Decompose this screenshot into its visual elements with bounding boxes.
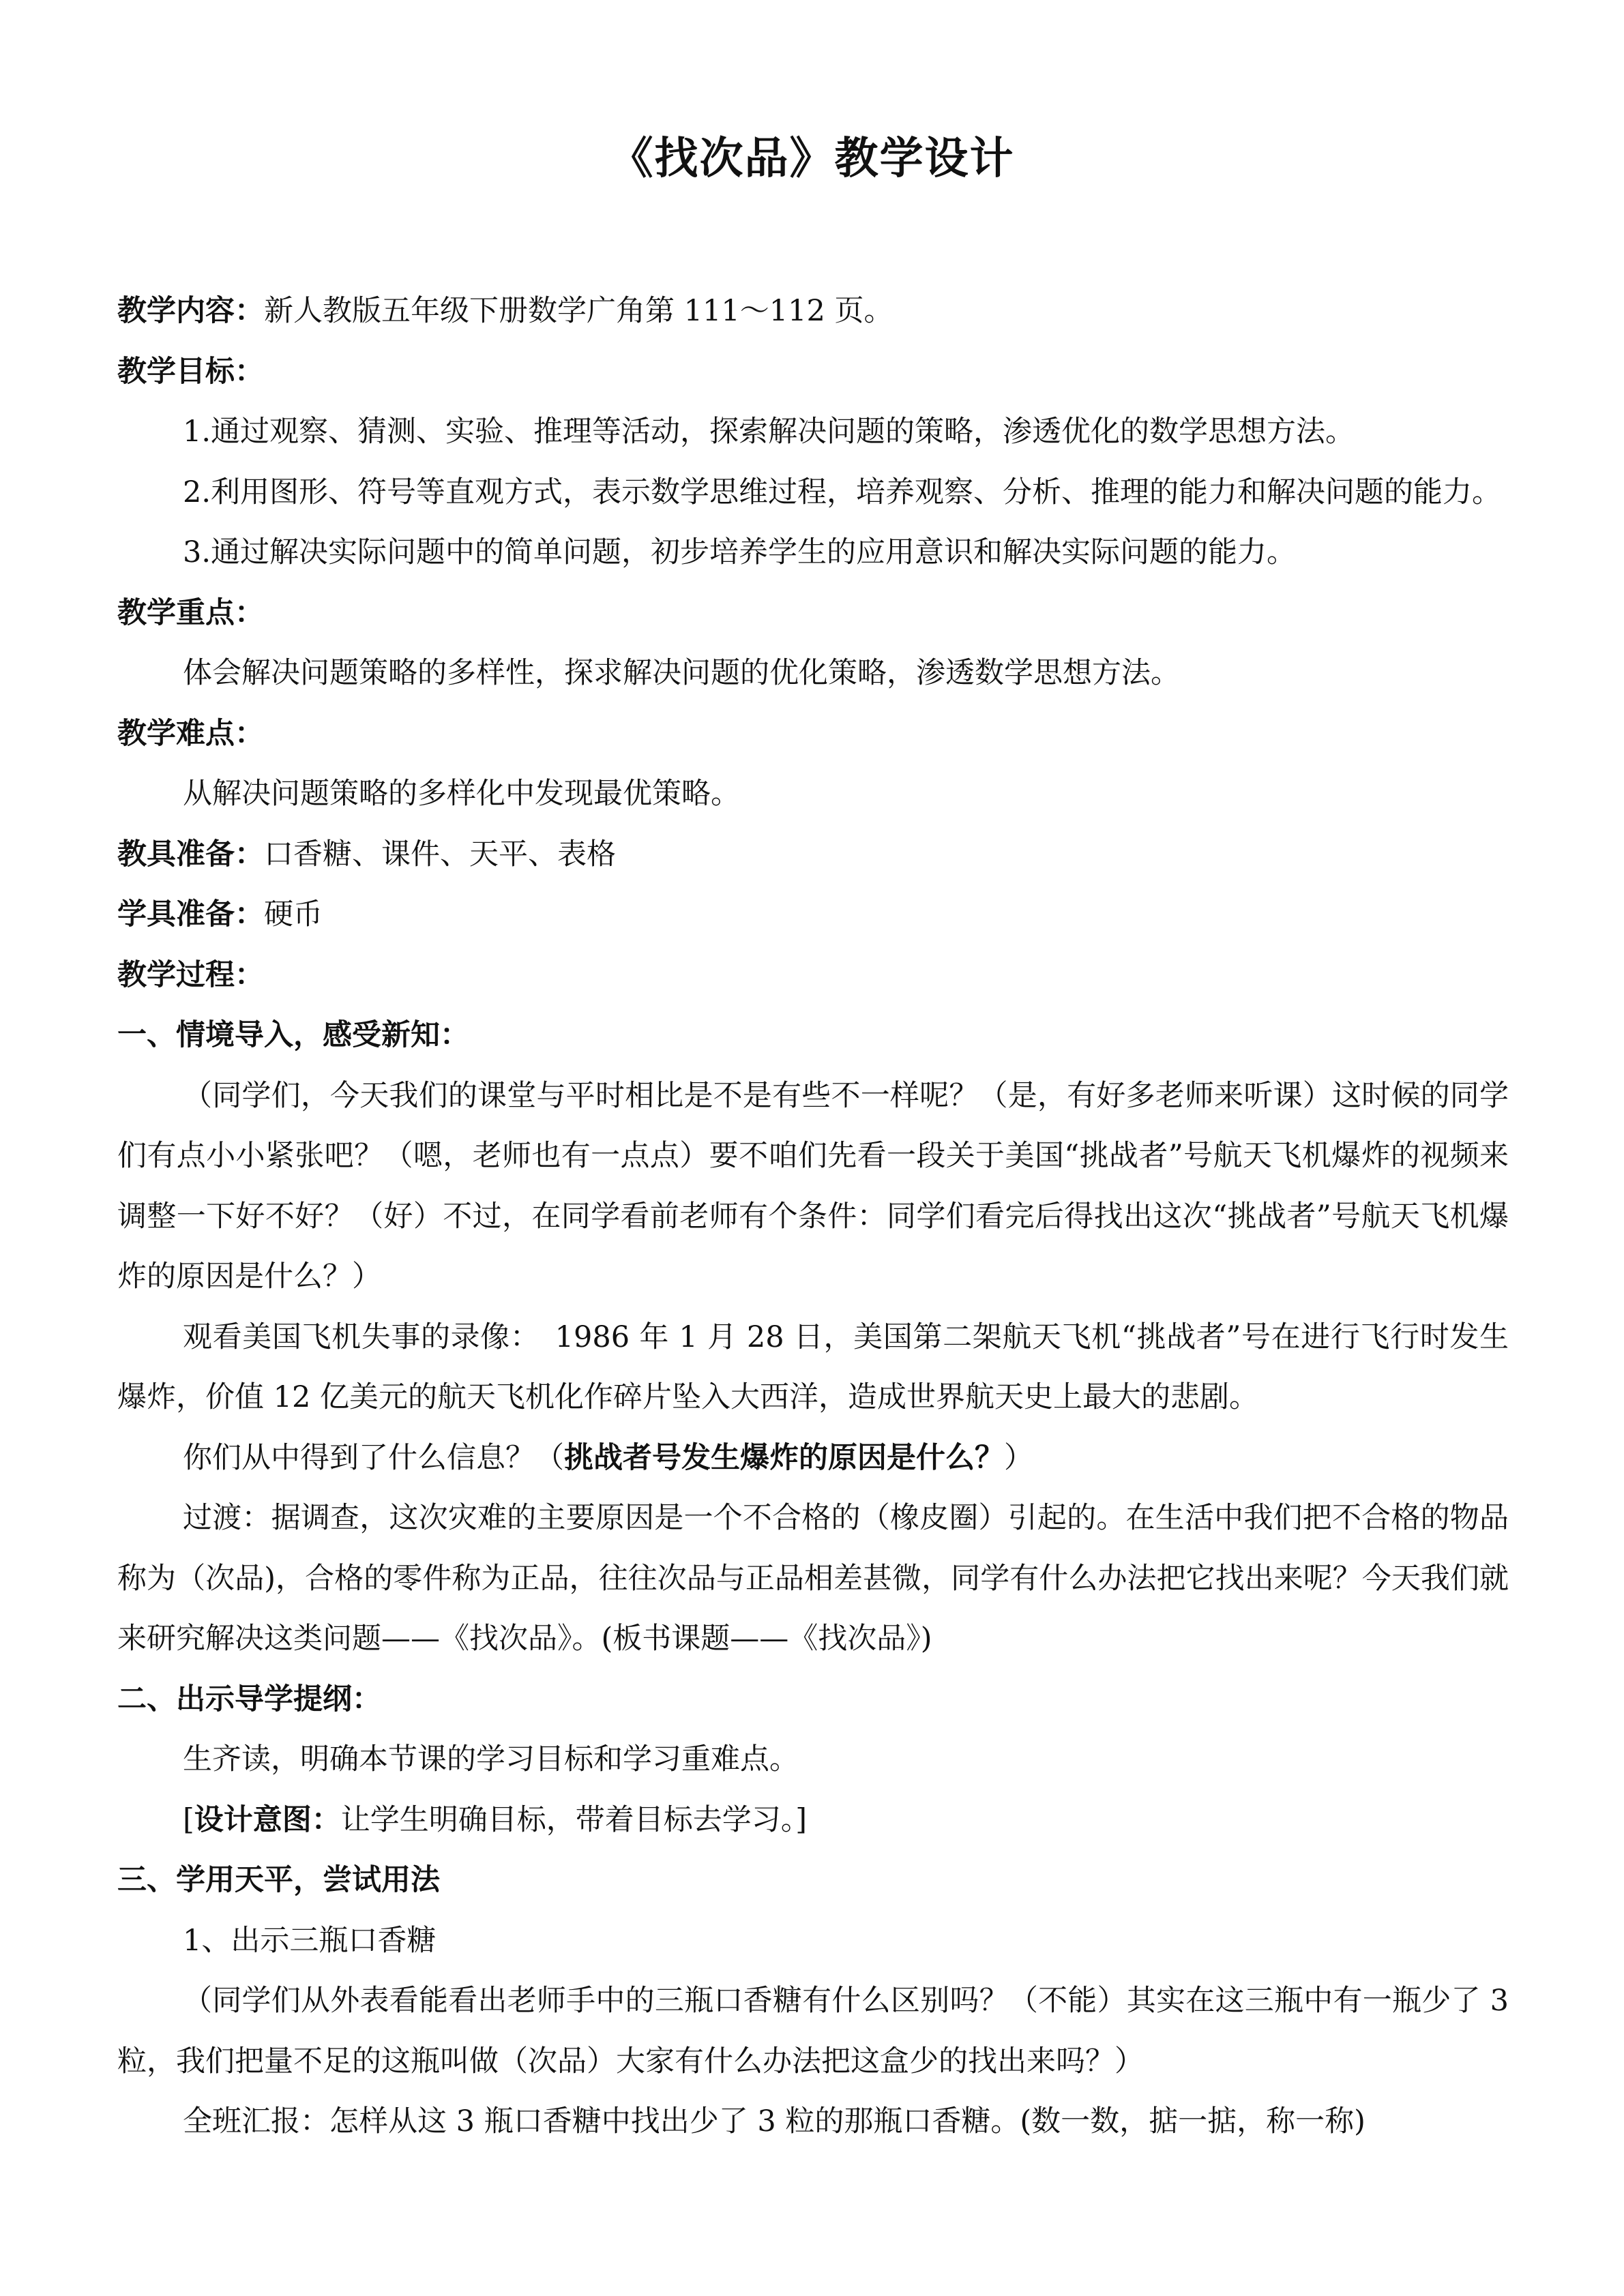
section3-paragraph-2: （同学们从外表看能看出老师手中的三瓶口香糖有什么区别吗？（不能）其实在这三瓶中有一瓶少了 3 粒，我们把量不足的这瓶叫做（次品）大家有什么办法把这盒少的找出来吗？） — [117, 1984, 1509, 2078]
content-line — [117, 281, 1509, 342]
section3-heading — [117, 1850, 1509, 1911]
section2-paragraph-1: 生齐读，明确本节课的学习目标和学习重难点。 — [183, 1742, 799, 1776]
section3-heading-text: 三、学用天平，尝试用法 — [117, 1863, 440, 1897]
section2-p2-rest: 让学生明确目标，带着目标去学习。] — [340, 1802, 808, 1837]
difficulties-text: 从解决问题策略的多样化中发现最优策略。 — [183, 777, 740, 811]
goals-heading — [117, 342, 1509, 402]
key-points-heading — [117, 583, 1509, 644]
content-text: 新人教版五年级下册数学广角第 111～112 页。 — [264, 294, 894, 328]
content-label: 教学内容： — [117, 294, 264, 328]
teacher-tools-label: 教具准备： — [117, 837, 264, 871]
student-tools-text: 硬币 — [264, 897, 323, 931]
goals-label: 教学目标： — [117, 354, 264, 389]
process-label: 教学过程： — [117, 957, 264, 992]
student-tools-line — [117, 884, 1509, 945]
teacher-tools-line — [117, 824, 1509, 885]
key-points-label: 教学重点： — [117, 595, 264, 630]
section3-paragraph-3: 全班汇报：怎样从这 3 瓶口香糖中找出少了 3 粒的那瓶口香糖。(数一数，掂一掂，称一称) — [183, 2104, 1365, 2138]
section1-p3-pre: 你们从中得到了什么信息？（ — [183, 1440, 564, 1475]
section1-p3-bold: 挑战者号发生爆炸的原因是什么？ — [564, 1440, 1004, 1475]
document-title: 《找次品》教学设计 — [609, 134, 1015, 184]
section1-heading — [117, 1005, 1509, 1066]
teacher-tools-text: 口香糖、课件、天平、表格 — [264, 837, 616, 871]
difficulties-label: 教学难点： — [117, 716, 264, 751]
goal-item-1: 1.通过观察、猜测、实验、推理等活动，探索解决问题的策略，渗透优化的数学思想方法。 — [183, 415, 1355, 449]
section1-p3-post: ） — [1004, 1440, 1033, 1475]
section2-heading — [117, 1669, 1509, 1730]
section2-heading-text: 二、出示导学提纲： — [117, 1682, 381, 1716]
section1-heading-text: 一、情境导入，感受新知： — [117, 1018, 469, 1052]
section1-paragraph-1: （同学们，今天我们的课堂与平时相比是不是有些不一样呢？（是，有好多老师来听课）这时候的同学们有点小小紧张吧？（嗯，老师也有一点点）要不咱们先看一段关于美国“挑战者”号航天飞机爆炸的视频来调整一下好不好？（好）不过，在同学看前老师有个条件：同学们看完后得找出这次“挑战者”号航天飞机爆炸的原因是什么？） — [117, 1078, 1509, 1294]
difficulties-heading — [117, 704, 1509, 764]
document-body — [117, 281, 1509, 2152]
goal-item-2: 2.利用图形、符号等直观方式，表示数学思维过程，培养观察、分析、推理的能力和解决问题的能力。 — [183, 475, 1502, 509]
key-points-text: 体会解决问题策略的多样性，探求解决问题的优化策略，渗透数学思想方法。 — [183, 656, 1180, 690]
process-heading — [117, 945, 1509, 1006]
section1-paragraph-3 — [117, 1428, 1509, 1489]
section2-p2-open: [ — [183, 1802, 194, 1837]
section3-paragraph-1: 1、出示三瓶口香糖 — [183, 1923, 437, 1958]
section2-paragraph-2 — [117, 1790, 1509, 1851]
student-tools-label: 学具准备： — [117, 897, 264, 931]
section1-paragraph-4: 过渡：据调查，这次灾难的主要原因是一个不合格的（橡皮圈）引起的。在生活中我们把不合格的物品称为（次品)，合格的零件称为正品，往往次品与正品相差甚微，同学有什么办法把它找出来呢？今天我们就来研究解决这类问题——《找次品》。(板书课题——《找次品》) — [117, 1501, 1509, 1656]
goal-item-3: 3.通过解决实际问题中的简单问题，初步培养学生的应用意识和解决实际问题的能力。 — [183, 535, 1297, 569]
design-intent-label: 设计意图： — [194, 1802, 341, 1837]
section1-paragraph-2: 观看美国飞机失事的录像： 1986 年 1 月 28 日，美国第二架航天飞机“挑战者”号在进行飞行时发生爆炸，价值 12 亿美元的航天飞机化作碎片坠入大西洋，造成世界航天史上最大的悲剧。 — [117, 1320, 1509, 1414]
